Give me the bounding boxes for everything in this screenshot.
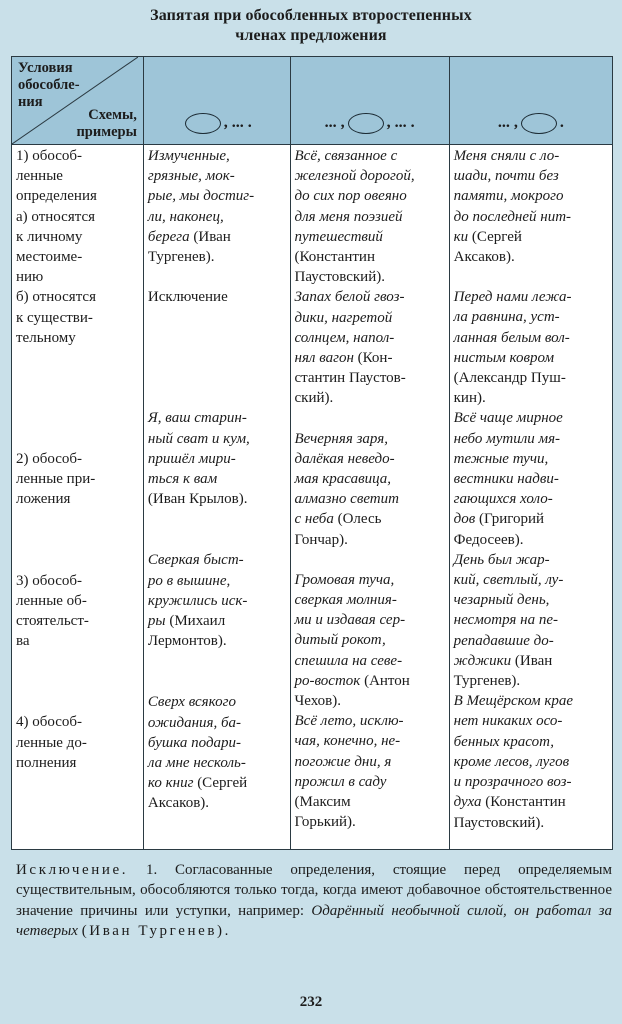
example-3-col3: День был жар- кий, светлый, лу- чезарный день, несмотря на пе- репадавшие до- жджики (Иван Тургенев).	[453, 551, 564, 690]
example-3-col2: Громовая туча, сверкая молния- ми и издавая сер- дитый рокот, спешила на севе- ро-восток (Антон Чехов).	[294, 571, 410, 710]
example-1b-col3: Перед нами лежа- ла равнина, уст- ланная белым вол- нистым ковром (Александр Пуш- кин).	[453, 289, 572, 407]
example-2-col2: Вечерняя заря, далёкая неведо- мая красавица, алмазно светит с неба (Олесь Гончар).	[294, 430, 399, 548]
page-title	[0, 6, 622, 46]
header-schemes-label: Схемы, примеры	[76, 107, 137, 140]
exception-example: Одарённый необычной силой, он работал за четверых	[16, 902, 612, 940]
condition-4: 4) обособ- ленные до- полнения	[16, 714, 87, 771]
oval-icon	[521, 113, 557, 134]
exception-note: Исключение. 1. Согласованные определения, стоящие перед определяемым существительным, обособляются только тогда, когда имеют добавочное обстоятельственное значение причины или уступки, например: Одарённый необычной силой, он работал за четверых (Иван Тургенев).	[16, 862, 612, 940]
example-1b-col2: Запах белой гвоз- дики, нагретой солнцем, напол- нял вагон (Кон- стантин Паустов- ский).	[294, 289, 406, 407]
conditions-cell	[12, 145, 144, 850]
example-4-col1: Сверх всякого ожидания, ба- бушка подари- ла мне несколь- ко книг (Сергей Аксаков).	[147, 694, 248, 812]
exception-author: (Иван Тургенев)	[81, 923, 225, 940]
scheme-3: ... , .	[450, 113, 612, 134]
scheme-cell-2	[290, 57, 449, 145]
example-3-col1: Сверкая быст- ро в вышине, кружились иск- ры (Михаил Лермонтов).	[147, 552, 248, 650]
examples-col-2	[290, 145, 449, 850]
scheme-cell-1	[143, 57, 290, 145]
oval-icon	[185, 113, 221, 134]
condition-1a: 1) обособ- ленные определения а) относятся к личному местоиме- нию	[16, 148, 97, 286]
exception-text: 1. Согласованные определения, стоящие перед определяемым существительным, обособляются только тогда, когда имеют добавочное обстоятельственное значение причины или уступки, например:	[16, 862, 612, 919]
table-header-row	[12, 57, 613, 145]
page-number: 232	[299, 994, 323, 1010]
table-body-row	[12, 145, 613, 850]
comma-rules-table	[11, 56, 613, 850]
example-4-col2: Всё лето, исклю- чая, конечно, не- погожие дни, я прожил в саду (Максим Горький).	[294, 713, 404, 831]
condition-2: 2) обособ- ленные при- ложения	[16, 451, 96, 508]
corner-header-cell	[12, 57, 144, 145]
example-1a-col1: Измученные, грязные, мок- рые, мы достиг- ли, наконец, берега (Иван Тургенев).	[147, 148, 255, 266]
example-4-col3: В Мещёрском крае нет никаких осо- бенных красот, кроме лесов, лугов и прозрачного воз- духа (Константин Паустовский).	[453, 693, 574, 831]
example-1b-col1: Исключение	[147, 289, 228, 306]
examples-col-1	[143, 145, 290, 850]
header-conditions-label: Условия обособле- ния	[18, 60, 80, 110]
examples-col-3	[449, 145, 612, 850]
example-1a-col2: Всё, связанное с железной дорогой, до сих пор овеяно для меня поэзией путешествий (Константин Паустовский).	[294, 148, 415, 286]
title-line-2: членах предложения	[235, 27, 387, 44]
example-2-col1: Я, ваш старин- ный сват и кум, пришёл мири- ться к вам (Иван Крылов).	[147, 410, 250, 508]
example-1a-col3: Меня сняли с ло- шади, почти без памяти, мокрого до последней нит- ки (Сергей Аксаков).	[453, 148, 572, 266]
example-2-col3: Всё чаще мирное небо мутили мя- тежные тучи, вестники надви- гающихся холо- дов (Григорий Федосеев).	[453, 410, 563, 548]
title-line-1: Запятая при обособленных второстепенных	[150, 7, 472, 24]
condition-1b: б) относятся к существи- тельному	[16, 289, 96, 346]
oval-icon	[348, 113, 384, 134]
scheme-1: , ... .	[144, 113, 290, 134]
scheme-2: ... , , ... .	[291, 113, 449, 134]
exception-label: Исключение.	[16, 862, 129, 878]
scheme-cell-3	[449, 57, 612, 145]
condition-3: 3) обособ- ленные об- стоятельст- ва	[16, 572, 89, 650]
